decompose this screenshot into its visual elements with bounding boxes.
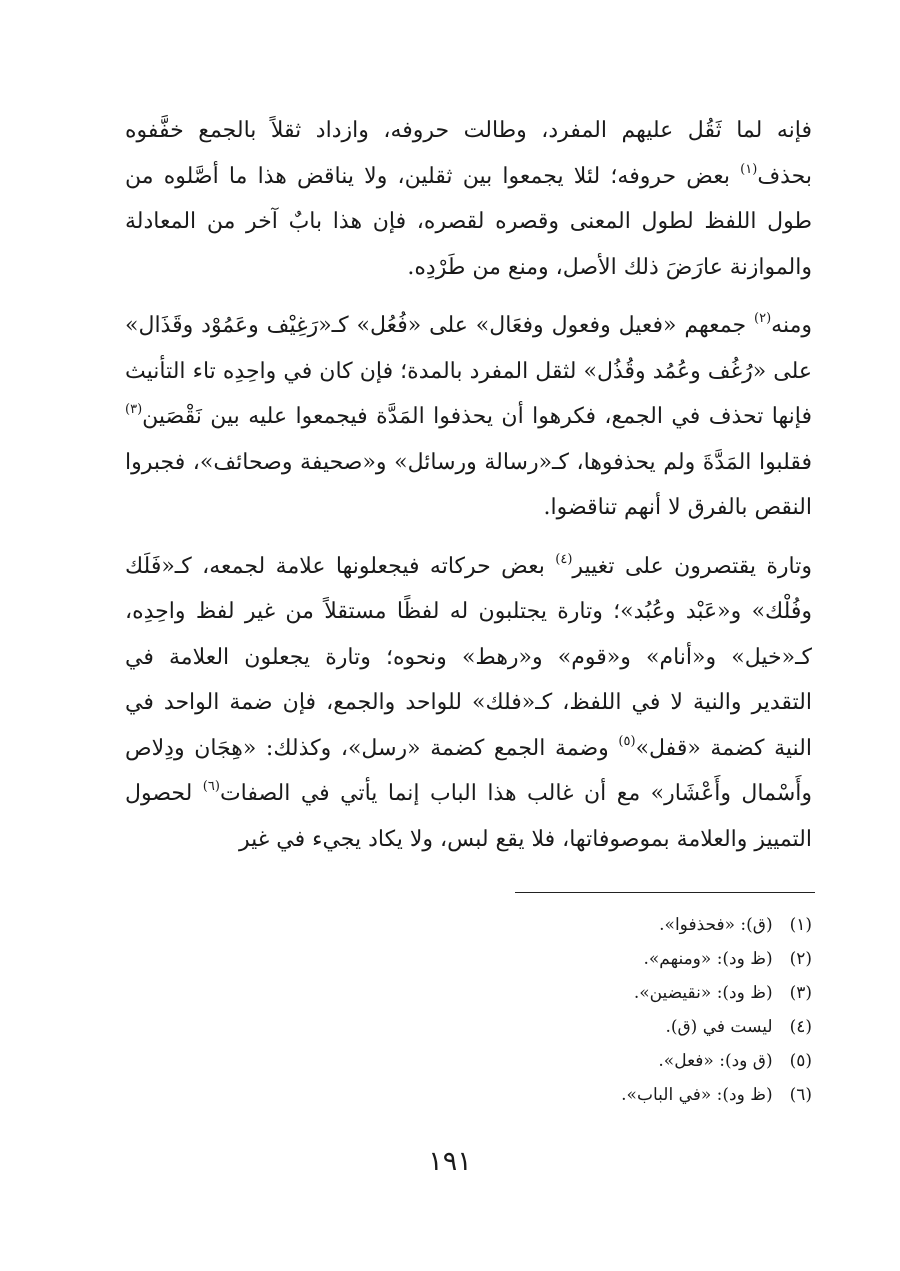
text-segment: ومنه [771,313,812,338]
footnote-text: ليست في (ق). [665,1017,773,1037]
text-segment: وضمة الجمع كضمة «رسل»، وكذلك: «هِجَان ودِلاص وأَسْمال وأَعْشَار» مع أن غالب هذا الباب إنما يأتي في الصفات [125,735,812,806]
footnote-text: (ق): «فحذفوا». [659,915,773,935]
text-segment: بعض حروفه؛ لئلا يجمعوا بين ثقلين، ولا يناقض هذا ما أصَّلوه من طول اللفظ لطول المعنى وقصره لقصره، فإن هذا بابٌ آخر من المعادلة والموازنة عارَضَ ذلك الأصل، ومنع من طَرْدِه. [125,163,812,280]
footnote-ref-4: (٤) [555,551,573,567]
footnote-item [392,1044,812,1078]
footnote-text: (ق ود): «فعل». [658,1051,773,1071]
footnote-item [392,1010,812,1044]
footnote-number: (٢) [789,949,812,969]
footnote-item [392,908,812,942]
footnote-item [392,942,812,976]
text-segment: جمعهم «فعيل وفعول وفعَال» على «فُعُل» كـ«رَغِيْف وعَمُوْد وقَذَال» على «رُغُف وعُمُد وقُذُل» لثقل المفرد بالمدة؛ فإن كان في واحِدِه تاء التأنيث فإنها تحذف في الجمع، فكرهوا أن يحذفوا المَدَّة فيجمعوا عليه بين نَقْصَين [125,313,812,429]
footnote-number: (٥) [789,1051,812,1071]
footnote-ref-3: (٣) [125,402,143,417]
paragraph-1 [125,108,812,290]
footnote-ref-1: (١) [740,161,758,177]
footnote-ref-6: (٦) [202,779,220,794]
footnote-number: (٤) [789,1017,812,1037]
footnote-text: (ظ ود): «في الباب». [621,1085,773,1105]
footnote-text: (ظ ود): «ومنهم». [643,949,773,969]
text-segment: بعض حركاته فيجعلونها علامة لجمعه، كـ«فَلَك وفُلْك» و«عَبْد وعُبُد»؛ وتارة يجتلبون له لفظًا مستقلاً من غير لفظ واحِدِه، كـ«خيل» و«أنام» و«قوم» و«رهط» ونحوه؛ وتارة يجعلون العلامة في التقدير والنية لا في اللفظ، كـ«فلك» للواحد والجمع، فإن ضمة الواحد في النية كضمة «قفل» [125,553,812,761]
footnote-item [392,976,812,1010]
main-text [125,108,812,862]
paragraph-3 [125,544,812,863]
footnote-separator [515,892,815,893]
footnote-number: (٣) [789,983,812,1003]
text-segment: فإنه لما ثَقُل عليهم المفرد، وطالت حروفه، وازداد ثقلاً بالجمع خفَّفوه بحذف [125,118,812,189]
footnote-number: (١) [789,915,812,935]
footnote-number: (٦) [789,1085,812,1105]
footnote-ref-5: (٥) [618,733,636,749]
text-segment: لحصول التمييز والعلامة بموصوفاتها، فلا يقع لبس، ولا يكاد يجيء في غير [125,781,812,852]
page-number: ١٩١ [428,1146,472,1177]
paragraph-2 [125,303,812,531]
footnote-item [392,1078,812,1112]
footnote-text: (ظ ود): «نقيضين». [633,983,773,1003]
footnotes [392,908,812,1112]
footnote-ref-2: (٢) [754,311,772,326]
text-segment: وتارة يقتصرون على تغيير [572,553,813,579]
text-segment: فقلبوا المَدَّةَ ولم يحذفوها، كـ«رسالة ورسائل» و«صحيفة وصحائف»، فجبروا النقص بالفرق لا أنهم تناقضوا. [125,449,812,520]
